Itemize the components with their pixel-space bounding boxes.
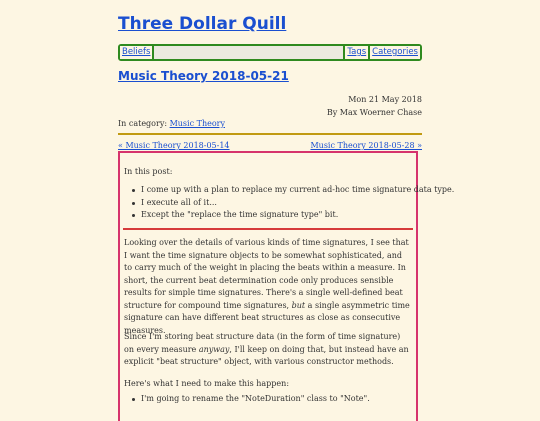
- list-item: I execute all of it...: [132, 197, 454, 210]
- list-item: Except the "replace the time signature type" bit.: [132, 209, 454, 222]
- intro-text: In this post:: [124, 167, 173, 176]
- paragraph-text: Looking over the details of various kinds of time signatures, I see that I want the time signature objects to be somewhat sophisticated, and to carry much of the weight in placing the beats within a measure. In short, the current beat determination code only produces sensible results for simple time signatures. There's a single well-defined beat structure for compound time signatures,: [124, 238, 409, 310]
- emphasis: but: [291, 300, 306, 310]
- summary-divider: [123, 228, 413, 230]
- nav-beliefs-cell: [120, 46, 152, 59]
- emphasis: anyway: [198, 344, 230, 354]
- paragraph: Here's what I need to make this happen:: [124, 379, 290, 388]
- nav-categories-cell: [370, 46, 420, 59]
- summary-list: [132, 184, 454, 222]
- paragraph-text: a single asymmetric time signature can have different beat structures as close as consecutive measures.: [124, 300, 410, 335]
- post-title-link[interactable]: Music Theory 2018-05-21: [118, 69, 289, 83]
- prev-post-link[interactable]: « Music Theory 2018-05-14: [118, 141, 230, 150]
- todo-list: [132, 393, 370, 406]
- header-divider: [118, 133, 422, 135]
- category-link[interactable]: Music Theory: [169, 119, 225, 128]
- list-item: I'm going to rename the "NoteDuration" class to "Note".: [132, 393, 370, 406]
- category-prefix: In category:: [118, 119, 168, 128]
- nav-categories-link[interactable]: Categories: [372, 47, 418, 57]
- post-category: [118, 119, 225, 128]
- paragraph-text: Since I'm storing beat structure data (in the form of time signature) on every measure: [124, 332, 401, 354]
- next-post-link[interactable]: Music Theory 2018-05-28 »: [310, 141, 422, 150]
- paragraph-text: , I'll keep on doing that, but instead have an explicit "beat structure" object, with various constructor methods.: [124, 344, 409, 366]
- site-title-link[interactable]: Three Dollar Quill: [118, 14, 287, 34]
- post-content: [118, 151, 455, 421]
- top-nav: [118, 44, 422, 61]
- nav-tags-link[interactable]: Tags: [347, 47, 367, 57]
- post-author: By Max Woerner Chase: [326, 108, 422, 117]
- nav-tags-cell: [345, 46, 368, 59]
- nav-spacer: [154, 46, 343, 59]
- nav-beliefs-link[interactable]: Beliefs: [122, 47, 151, 57]
- paragraph: [124, 331, 412, 369]
- list-item: I come up with a plan to replace my current ad-hoc time signature data type.: [132, 184, 454, 197]
- post-date: Mon 21 May 2018: [348, 95, 422, 104]
- paragraph: [124, 237, 412, 337]
